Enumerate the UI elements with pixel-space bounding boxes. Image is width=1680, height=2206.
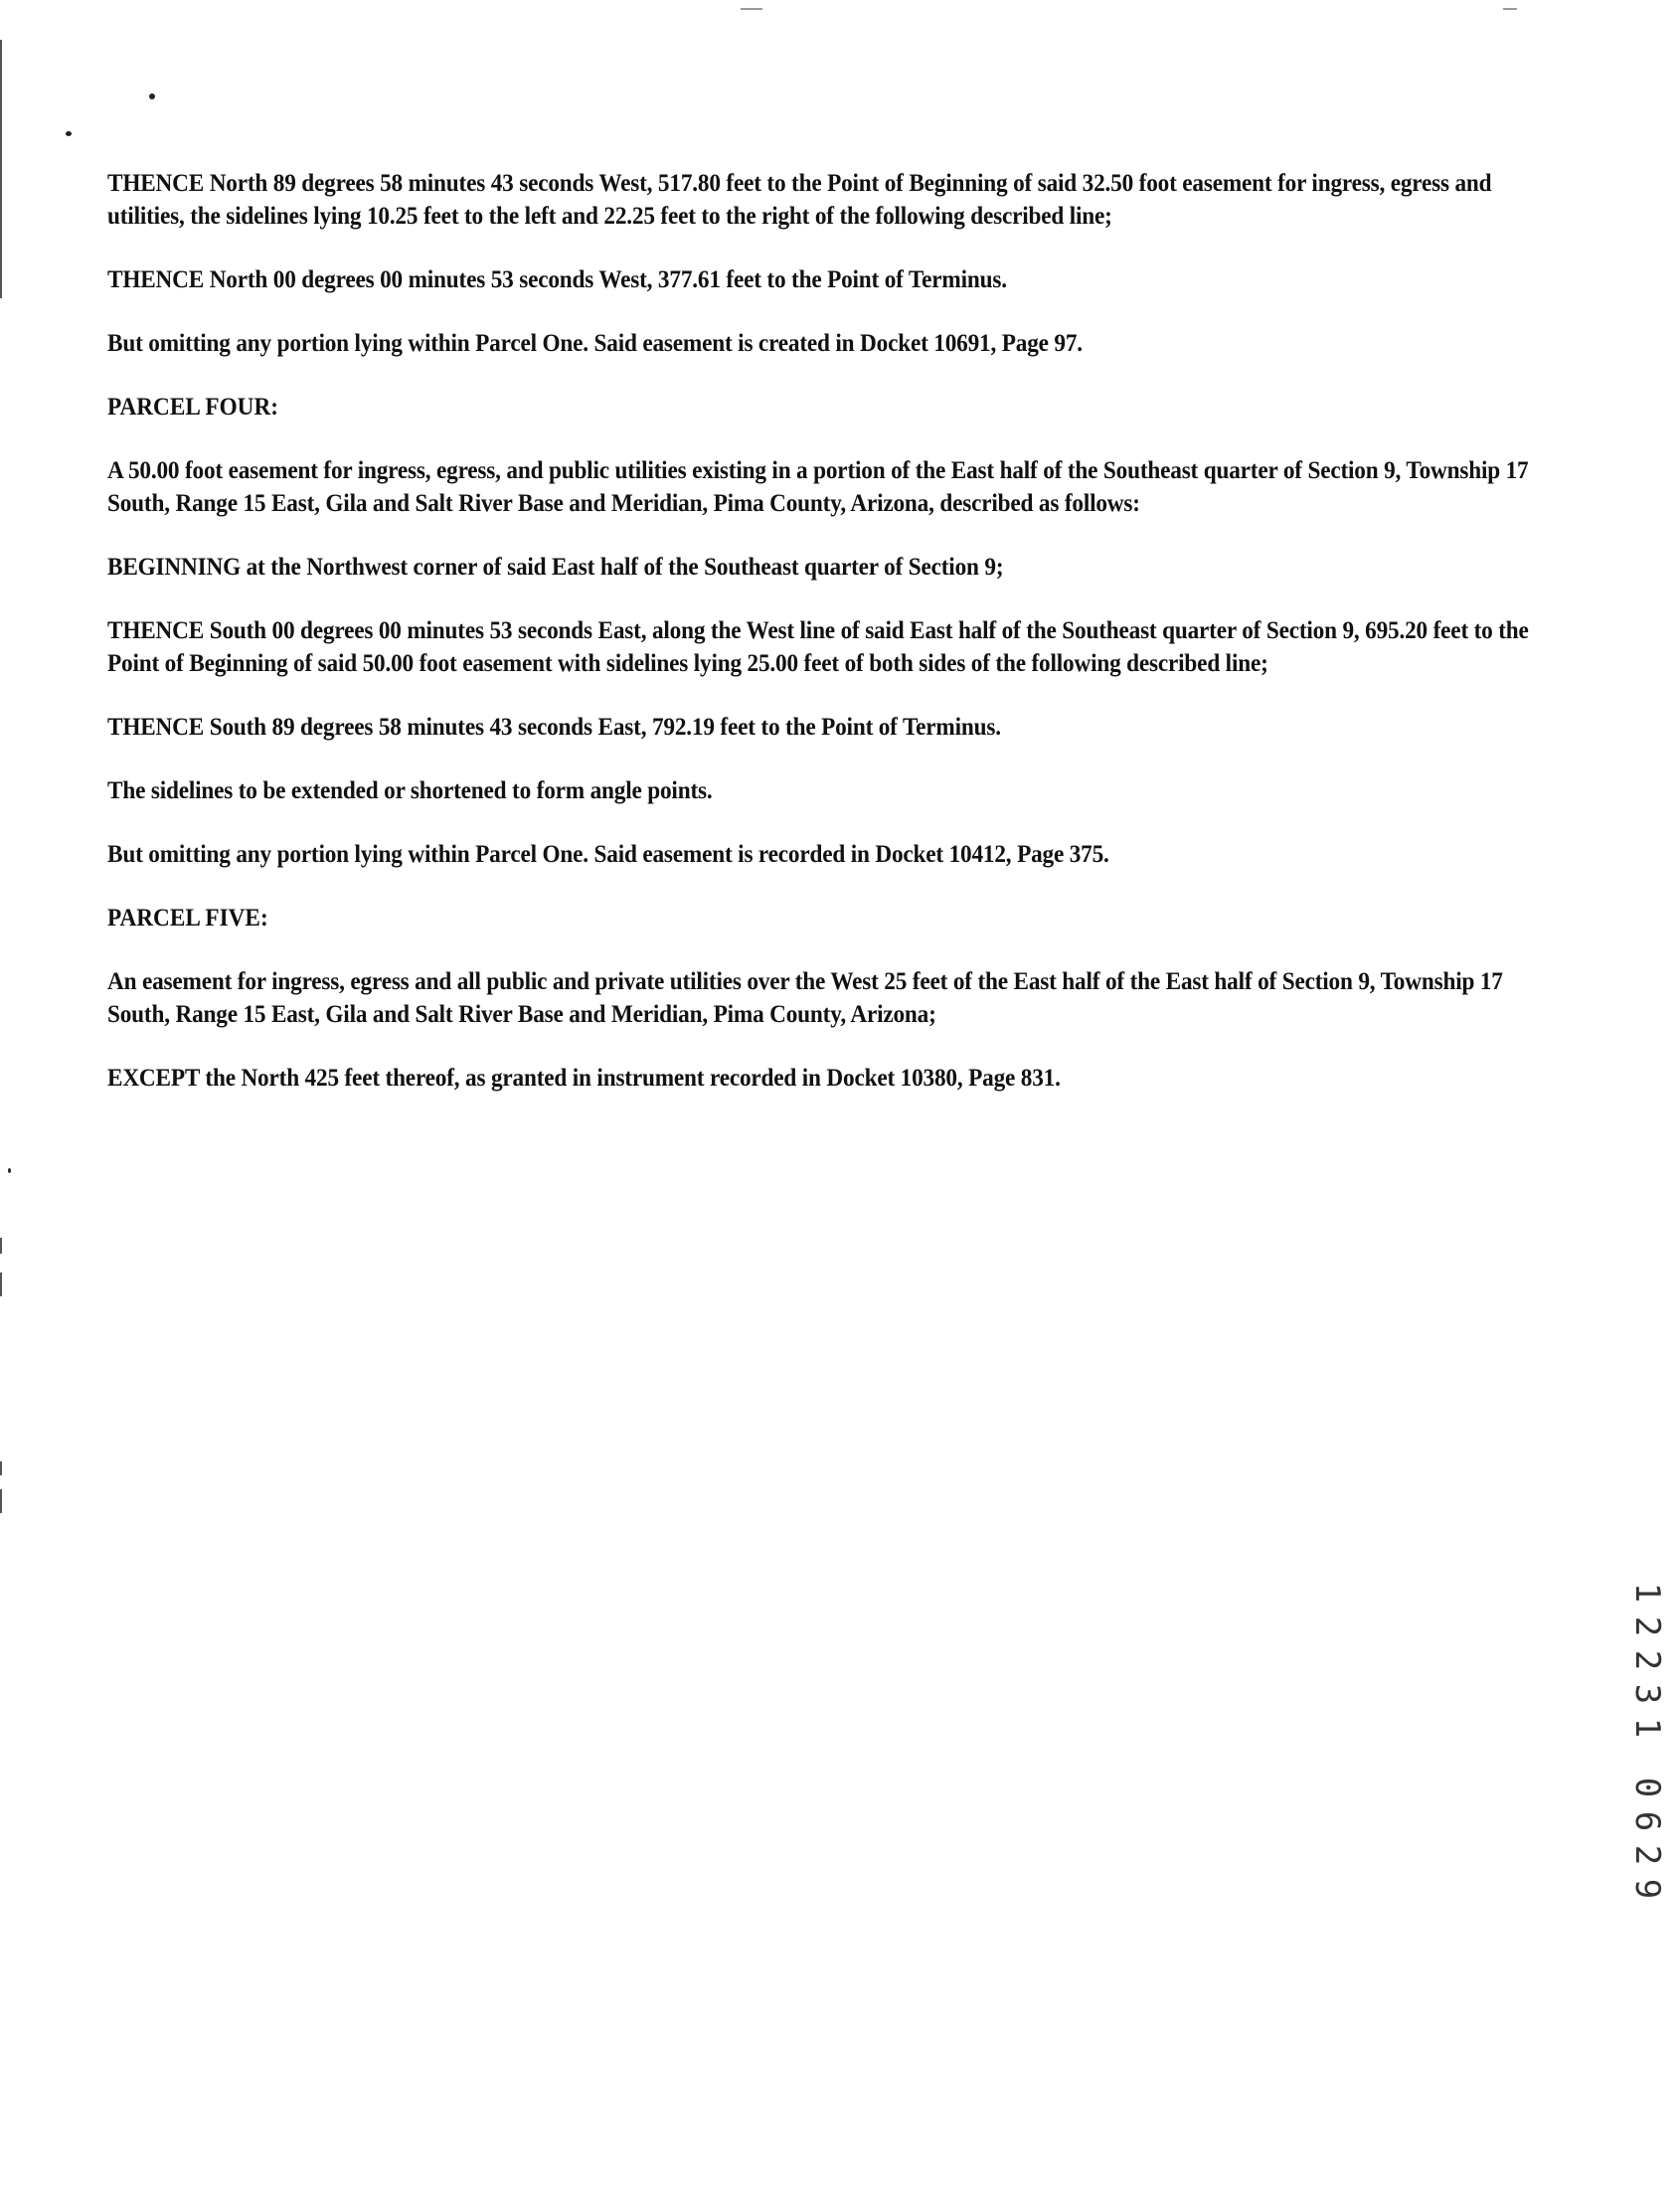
- scan-speck: [149, 93, 155, 99]
- scan-speck: [66, 131, 72, 136]
- scan-edge-mark: [0, 1489, 2, 1513]
- paragraph-omitting-parcel-one-b: But omitting any portion lying within Parcel One. Said easement is recorded in Docket 10412, Page 375.: [107, 841, 1109, 868]
- recording-digit: 1: [1627, 1582, 1667, 1604]
- scan-edge-mark: [0, 40, 2, 298]
- paragraph-thence-south-89: THENCE South 89 degrees 58 minutes 43 seconds East, 792.19 feet to the Point of Terminus.: [107, 714, 1001, 741]
- paragraph-parcel-four-description: A 50.00 foot easement for ingress, egress, and public utilities existing in a portion of the East half of the Southeast quarter of Section 9, Township 17 South, Range 15 East, Gila and Salt River Base and Meridian, Pima County, Arizona, described as follows:: [107, 457, 1529, 517]
- paragraph-thence-north-89: THENCE North 89 degrees 58 minutes 43 seconds West, 517.80 feet to the Point of Beginning of said 32.50 foot easement for ingress, egress and utilities, the sidelines lying 10.25 feet to the left and 22.25 feet to the right of the following described line;: [107, 170, 1492, 230]
- recording-digit: 6: [1627, 1810, 1667, 1832]
- paragraph-thence-south-00: THENCE South 00 degrees 00 minutes 53 seconds East, along the West line of said East half of the Southeast quarter of Section 9, 695.20 feet to the Point of Beginning of said 50.00 foot easement with sidelines lying 25.00 feet of both sides of the following described line;: [107, 617, 1529, 677]
- heading-parcel-four: PARCEL FOUR:: [107, 394, 279, 421]
- recording-digit: 2: [1627, 1615, 1667, 1637]
- scan-edge-mark: [0, 1461, 2, 1475]
- heading-parcel-five: PARCEL FIVE:: [107, 905, 268, 932]
- recording-digit: 3: [1627, 1683, 1667, 1705]
- recording-digit: 2: [1627, 1649, 1667, 1671]
- recording-digit: 1: [1627, 1717, 1667, 1739]
- recording-docket-number: [1627, 1576, 1667, 1745]
- recording-digit: 9: [1627, 1878, 1667, 1900]
- scan-edge-mark: [0, 1273, 2, 1296]
- paragraph-parcel-five-description: An easement for ingress, egress and all public and private utilities over the West 25 feet of the East half of the East half of Section 9, Township 17 South, Range 15 East, Gila and Salt River Base and Meridian, Pima County, Arizona;: [107, 968, 1503, 1028]
- scan-top-dash: [1503, 8, 1517, 10]
- recording-digit: 2: [1627, 1844, 1667, 1866]
- scan-edge-mark: [0, 1238, 2, 1254]
- paragraph-thence-north-00: THENCE North 00 degrees 00 minutes 53 seconds West, 377.61 feet to the Point of Terminus.: [107, 266, 1007, 293]
- recording-page-number: [1627, 1771, 1667, 1906]
- legal-description-body: [107, 167, 1559, 1125]
- paragraph-omitting-parcel-one-a: But omitting any portion lying within Parcel One. Said easement is created in Docket 10691, Page 97.: [107, 330, 1083, 357]
- scan-speck: [8, 1168, 11, 1173]
- paragraph-except: EXCEPT the North 425 feet thereof, as granted in instrument recorded in Docket 10380, Page 831.: [107, 1065, 1061, 1092]
- paragraph-sidelines: The sidelines to be extended or shortened to form angle points.: [107, 777, 713, 804]
- scan-top-dash: [741, 8, 762, 10]
- recording-digit: 0: [1627, 1777, 1667, 1798]
- recording-number: [1627, 1576, 1667, 1906]
- paragraph-beginning: BEGINNING at the Northwest corner of said East half of the Southeast quarter of Section 9;: [107, 554, 1004, 581]
